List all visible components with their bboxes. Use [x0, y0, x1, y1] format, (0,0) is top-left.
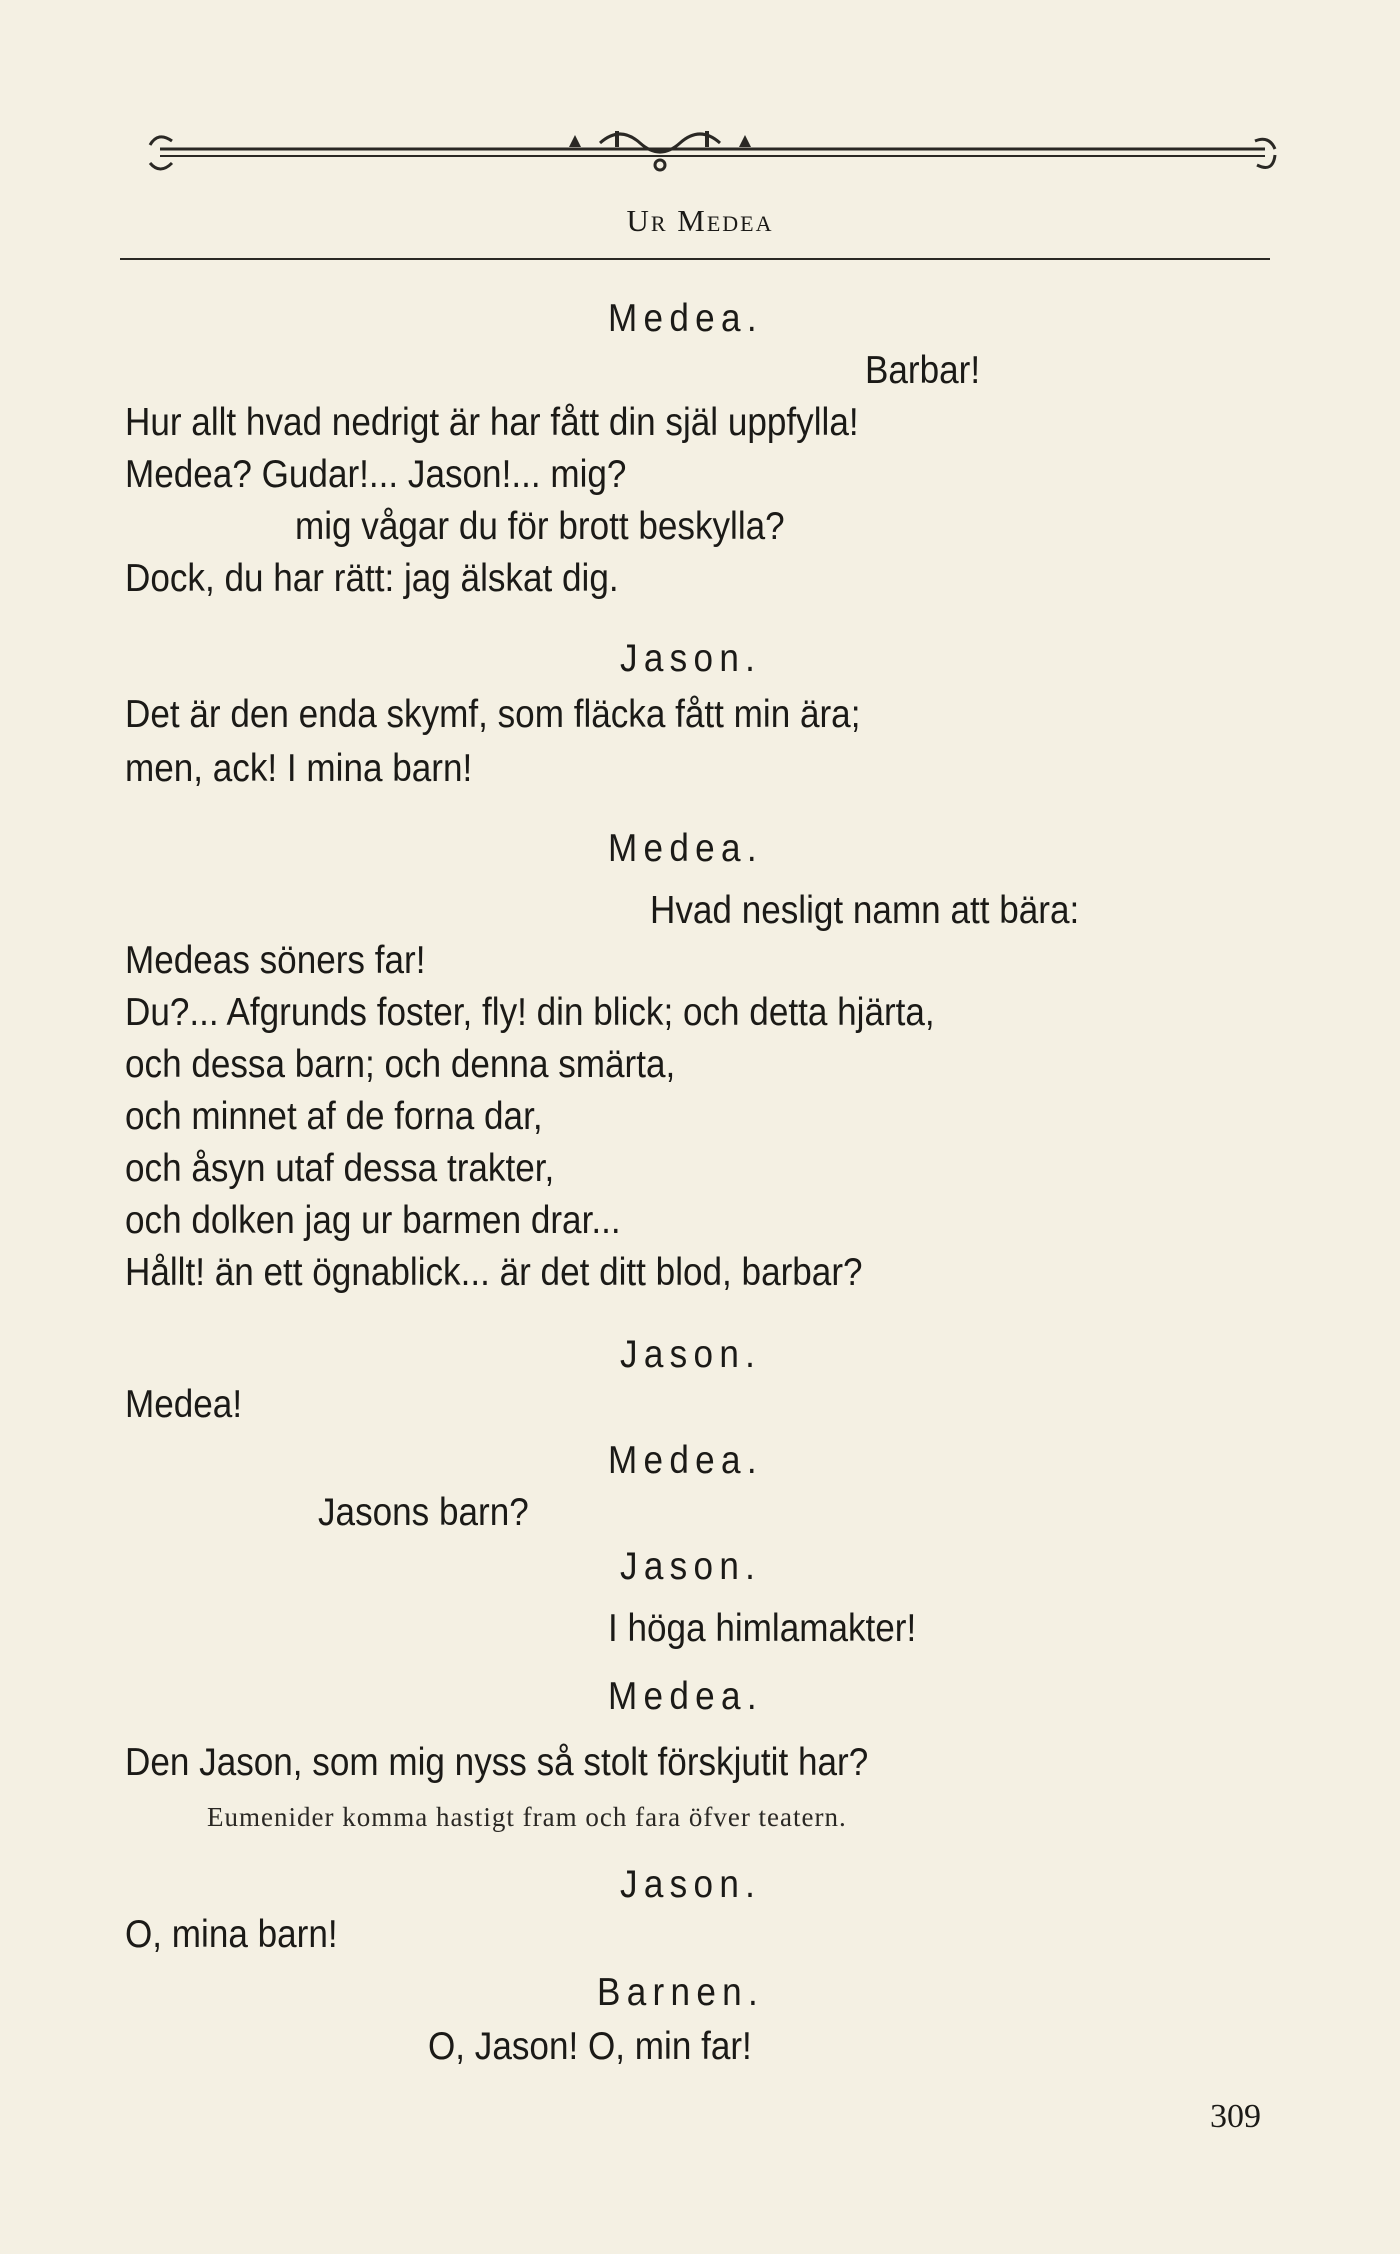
- verse-line: Jasons barn?: [318, 1491, 529, 1534]
- speaker-jason: Jason.: [620, 637, 762, 680]
- page-number: 309: [1210, 2098, 1261, 2135]
- verse-line: O, Jason! O, min far!: [428, 2025, 752, 2068]
- verse-line: Du?... Afgrunds foster, fly! din blick; och detta hjärta,: [125, 991, 935, 1034]
- speaker-barnen: Barnen.: [597, 1971, 765, 2014]
- verse-line: O, mina barn!: [125, 1913, 338, 1956]
- verse-line: mig vågar du för brott beskylla?: [295, 505, 785, 548]
- speaker-medea: Medea.: [608, 1439, 763, 1482]
- speaker-jason: Jason.: [620, 1863, 762, 1906]
- speaker-medea: Medea.: [608, 297, 763, 340]
- verse-line: Barbar!: [865, 349, 981, 392]
- verse-line: Hållt! än ett ögnablick... är det ditt blod, barbar?: [125, 1251, 863, 1294]
- verse-line: Hvad nesligt namn att bära:: [650, 889, 1080, 932]
- speaker-medea: Medea.: [608, 1675, 763, 1718]
- stage-direction: Eumenider komma hastigt fram och fara öfver teatern.: [207, 1802, 847, 1832]
- verse-line: Medea!: [125, 1383, 243, 1426]
- verse-line: och minnet af de forna dar,: [125, 1095, 543, 1138]
- header-rule: [120, 258, 1270, 260]
- verse-line: Det är den enda skymf, som fläcka fått min ära;: [125, 693, 861, 736]
- verse-line: Medea? Gudar!... Jason!... mig?: [125, 453, 627, 496]
- verse-line: och dessa barn; och denna smärta,: [125, 1043, 676, 1086]
- ornamental-header-border: [145, 125, 1280, 195]
- verse-line: Hur allt hvad nedrigt är har fått din själ uppfylla!: [125, 401, 859, 444]
- running-head: Ur Medea: [626, 203, 774, 238]
- verse-line: Medeas söners far!: [125, 939, 426, 982]
- verse-line: Den Jason, som mig nyss så stolt förskjutit har?: [125, 1741, 869, 1784]
- verse-line: men, ack! I mina barn!: [125, 747, 473, 790]
- verse-line: I höga himlamakter!: [608, 1607, 917, 1650]
- verse-line: och dolken jag ur barmen drar...: [125, 1199, 621, 1242]
- speaker-jason: Jason.: [620, 1333, 762, 1376]
- speaker-jason: Jason.: [620, 1545, 762, 1588]
- speaker-medea: Medea.: [608, 827, 763, 870]
- verse-line: och åsyn utaf dessa trakter,: [125, 1147, 555, 1190]
- verse-line: Dock, du har rätt: jag älskat dig.: [125, 557, 619, 600]
